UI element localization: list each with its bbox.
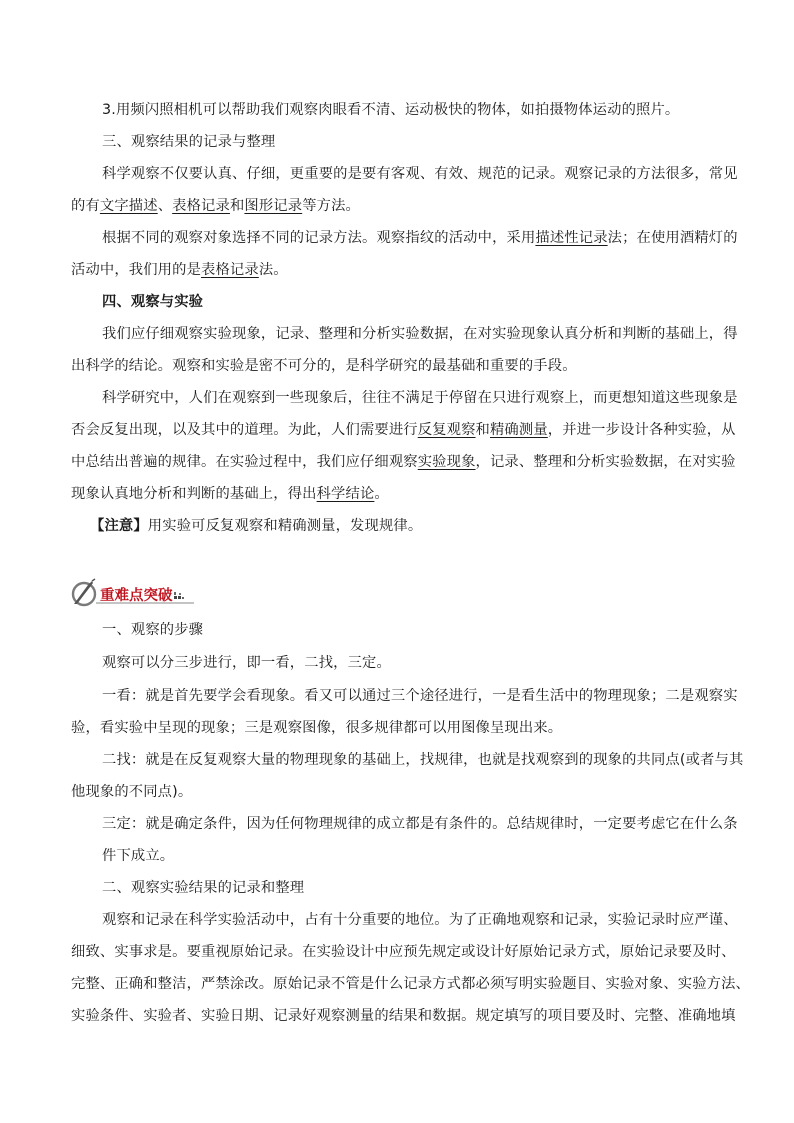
step-look-line-1: 一看：就是首先要学会看现象。看又可以通过三个途径进行，一是看生活中的物理现象；二是观察实 (102, 688, 738, 704)
term-table-record-2: 表格记录 (201, 262, 259, 278)
paragraph-record-line-1: 科学观察不仅要认真、仔细，更重要的是要有客观、有效、规范的记录。观察记录的方法很多，常见 (102, 166, 738, 182)
term-descriptive-record: 描述性记录 (535, 230, 608, 246)
paragraph-experiment-line-1: 我们应仔细观察实验现象，记录、整理和分析实验数据，在对实验现象认真分析和判断的基础上，得 (102, 326, 738, 342)
paragraph-research-line-2: 否会反复出现，以及其中的道理。为此，人们需要进行反复观察和精确测量，并进一步设计各种实验，从 (71, 422, 736, 438)
paragraph-experiment-line-2: 出科学的结论。观察和实验是密不可分的，是科学研究的最基础和重要的手段。 (71, 358, 577, 374)
heading-record-results: 二、观察实验结果的记录和整理 (102, 880, 305, 896)
heading-observation-steps: 一、观察的步骤 (102, 622, 204, 638)
paragraph-record-line-2: 的有文字描述、表格记录和图形记录等方法。 (71, 198, 360, 214)
term-graphic-record: 图形记录 (244, 198, 303, 214)
step-determine-line-1: 三定：就是确定条件，因为任何物理规律的成立都是有条件的。总结规律时，一定要考虑它在什么条 (102, 816, 738, 832)
key-points-badge (70, 578, 196, 608)
step-look-line-2: 验，看实验中呈现的现象；三是观察图像，很多规律都可以用图像呈现出来。 (71, 720, 563, 736)
steps-intro: 观察可以分三步进行，即一看，二找，三定。 (102, 655, 391, 671)
record-paragraph-line-4: 实验条件、实验者、实验日期、记录好观察测量的结果和数据。规定填写的项目要及时、完整、准确地填 (71, 1008, 736, 1024)
record-paragraph-line-3: 完整、正确和整洁，严禁涂改。原始记录不管是什么记录方式都必须写明实验题目、实验对象、实验方法、 (71, 976, 750, 992)
term-precise-measurement: 精确测量 (489, 422, 548, 438)
observation-method-3: 3.用频闪照相机可以帮助我们观察肉眼看不清、运动极快的物体，如拍摄物体运动的照片。 (102, 102, 680, 118)
note (90, 516, 422, 536)
note-label: 【注意】 (90, 518, 148, 534)
term-scientific-conclusion: 科学结论 (316, 486, 375, 502)
step-find-line-2: 他现象的不同点)。 (71, 784, 193, 800)
heading-record-and-organize: 三、观察结果的记录与整理 (102, 134, 276, 150)
note-text: 用实验可反复观察和精确测量，发现规律。 (147, 518, 423, 534)
term-repeated-observation: 反复观察 (417, 422, 476, 438)
record-paragraph-line-1: 观察和记录在科学实验活动中，占有十分重要的地位。为了正确地观察和记录，实验记录时应严谨、 (102, 912, 738, 928)
paragraph-methods-line-2: 活动中，我们用的是表格记录法。 (71, 262, 288, 278)
heading-observation-and-experiment: 四、观察与实验 (102, 294, 204, 310)
step-determine-line-2: 件下成立。 (102, 848, 175, 864)
step-find-line-1: 二找：就是在反复观察大量的物理现象的基础上，找规律，也就是找观察到的现象的共同点(或者与其 (102, 752, 744, 768)
term-experimental-phenomena: 实验现象 (417, 454, 476, 470)
term-text-description: 文字描述 (99, 198, 158, 214)
term-table-record: 表格记录 (172, 198, 230, 214)
paragraph-research-line-1: 科学研究中，人们在观察到一些现象后，往往不满足于停留在只进行观察上，而更想知道这些现象是 (102, 390, 738, 406)
paragraph-research-line-3: 中总结出普遍的规律。在实验过程中，我们应仔细观察实验现象，记录、整理和分析实验数据，在对实验 (71, 454, 736, 470)
badge-title: 重难点突破 (100, 587, 173, 604)
paragraph-research-line-4: 现象认真地分析和判断的基础上，得出科学结论。 (71, 486, 389, 502)
paragraph-methods-line-1: 根据不同的观察对象选择不同的记录方法。观察指纹的活动中，采用描述性记录法；在使用酒精灯的 (102, 230, 738, 246)
record-paragraph-line-2: 细致、实事求是。要重视原始记录。在实验设计中应预先规定或设计好原始记录方式，原始记录要及时、 (71, 944, 736, 960)
